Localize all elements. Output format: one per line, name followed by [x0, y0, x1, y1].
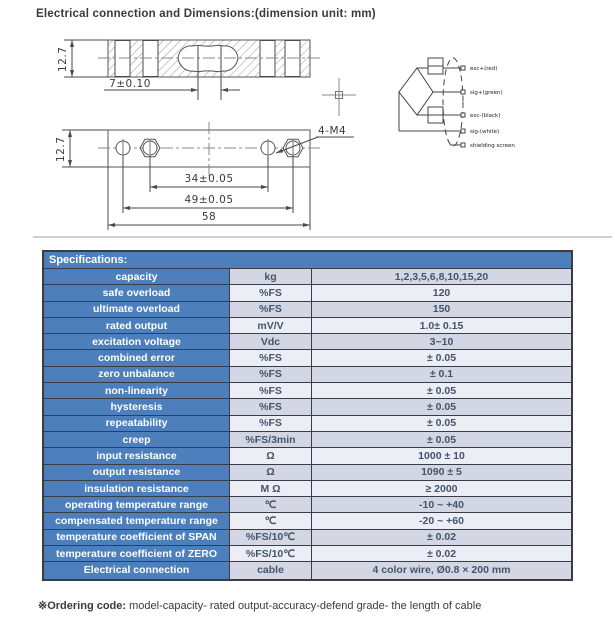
spec-unit: Vdc: [230, 334, 312, 350]
dim-gauge-length: 7±0.10: [109, 78, 151, 90]
ordering-note-prefix: ※Ordering code:: [38, 600, 127, 612]
table-row: [44, 318, 571, 334]
table-row: [44, 399, 571, 415]
table-row: [44, 497, 571, 513]
spec-value: ± 0.05: [312, 416, 571, 432]
table-row: [44, 383, 571, 399]
spec-label: zero unbalance: [44, 367, 230, 383]
ordering-note-text: model-capacity- rated output-accuracy-defend grade- the length of cable: [126, 600, 482, 612]
spec-value: 1000 ± 10: [312, 448, 571, 464]
datum-crosshair-icon: [322, 78, 356, 116]
spec-label: Electrical connection: [44, 562, 230, 578]
spec-label: creep: [44, 432, 230, 448]
table-row: [44, 416, 571, 432]
compensation-resistor: [428, 107, 443, 115]
spec-label: combined error: [44, 350, 230, 366]
spec-unit: %FS: [230, 350, 312, 366]
terminal: [461, 66, 465, 70]
spec-unit: cable: [230, 562, 312, 578]
spec-unit: %FS/10℃: [230, 530, 312, 546]
spec-unit: %FS/10℃: [230, 546, 312, 562]
wire-label-shield: shielding screen: [470, 143, 515, 149]
terminal: [461, 113, 465, 117]
table-row: [44, 448, 571, 464]
spec-unit: %FS: [230, 302, 312, 318]
spec-value: ± 0.05: [312, 350, 571, 366]
spec-label: operating temperature range: [44, 497, 230, 513]
dim-side-thickness: 12.7: [57, 46, 69, 72]
spec-label: input resistance: [44, 448, 230, 464]
table-row: [44, 513, 571, 529]
compensation-resistor: [428, 115, 443, 123]
spec-label: insulation resistance: [44, 481, 230, 497]
spec-label: hysteresis: [44, 399, 230, 415]
table-row: [44, 465, 571, 481]
spec-label: temperature coefficient of ZERO: [44, 546, 230, 562]
spec-table-body: [44, 269, 571, 579]
table-row: [44, 350, 571, 366]
spec-unit: M Ω: [230, 481, 312, 497]
spec-label: excitation voltage: [44, 334, 230, 350]
spec-unit: Ω: [230, 465, 312, 481]
spec-value: -10 ~ +40: [312, 497, 571, 513]
spec-unit: %FS: [230, 285, 312, 301]
wiring-diagram: [399, 58, 515, 149]
table-header: Specifications:: [44, 252, 571, 269]
dim-outer-span: 49±0.05: [184, 194, 234, 206]
spec-value: 1,2,3,5,6,8,10,15,20: [312, 269, 571, 285]
terminal: [461, 143, 465, 147]
wire-label-exc-plus: exc+(red): [470, 66, 498, 72]
spec-unit: kg: [230, 269, 312, 285]
table-row: [44, 334, 571, 350]
spec-label: non-linearity: [44, 383, 230, 399]
table-row: [44, 285, 571, 301]
table-row: [44, 546, 571, 562]
spec-value: ± 0.05: [312, 399, 571, 415]
compensation-resistor: [428, 66, 443, 74]
table-row: [44, 562, 571, 578]
spec-unit: ℃: [230, 513, 312, 529]
spec-value: 1.0± 0.15: [312, 318, 571, 334]
page-title: Electrical connection and Dimensions:(dimension unit: mm): [36, 8, 376, 20]
spec-value: ≥ 2000: [312, 481, 571, 497]
ordering-note: [38, 599, 481, 612]
spec-unit: %FS: [230, 383, 312, 399]
spec-unit: %FS/3min: [230, 432, 312, 448]
spec-label: capacity: [44, 269, 230, 285]
spec-value: 4 color wire, Ø0.8 × 200 mm: [312, 562, 571, 578]
plan-view: [55, 122, 354, 230]
spec-value: ± 0.02: [312, 546, 571, 562]
spec-label: rated output: [44, 318, 230, 334]
spec-label: ultimate overload: [44, 302, 230, 318]
spec-value: ± 0.02: [312, 530, 571, 546]
dim-plan-height: 12.7: [55, 136, 67, 162]
table-row: [44, 530, 571, 546]
wire-label-sig-plus: sig+(green): [470, 90, 503, 96]
table-row: [44, 432, 571, 448]
spec-unit: %FS: [230, 399, 312, 415]
specifications-table: [42, 250, 573, 581]
table-row: [44, 481, 571, 497]
wire-label-sig-minus: sig-(white): [470, 129, 500, 135]
terminal: [461, 129, 465, 133]
spec-unit: %FS: [230, 416, 312, 432]
terminal: [461, 90, 465, 94]
spec-unit: ℃: [230, 497, 312, 513]
side-view: [57, 40, 322, 100]
thread-callout: 4-M4: [318, 125, 347, 137]
technical-drawing: [0, 0, 615, 245]
wire-label-exc-minus: exc-(black): [470, 113, 501, 119]
spec-value: 150: [312, 302, 571, 318]
spec-value: 1090 ± 5: [312, 465, 571, 481]
table-row: [44, 269, 571, 285]
spec-value: ± 0.05: [312, 432, 571, 448]
spec-value: ± 0.1: [312, 367, 571, 383]
spec-label: repeatability: [44, 416, 230, 432]
table-row: [44, 302, 571, 318]
spec-unit: mV/V: [230, 318, 312, 334]
spec-label: compensated temperature range: [44, 513, 230, 529]
cable-shield-ellipse: [443, 58, 463, 146]
compensation-resistor: [428, 58, 443, 66]
spec-value: ± 0.05: [312, 383, 571, 399]
spec-label: safe overload: [44, 285, 230, 301]
spec-label: temperature coefficient of SPAN: [44, 530, 230, 546]
spec-value: -20 ~ +60: [312, 513, 571, 529]
spec-unit: Ω: [230, 448, 312, 464]
spec-label: output resistance: [44, 465, 230, 481]
dim-total-length: 58: [201, 211, 217, 223]
spec-unit: %FS: [230, 367, 312, 383]
spec-value: 120: [312, 285, 571, 301]
dim-inner-span: 34±0.05: [184, 173, 234, 185]
spec-value: 3~10: [312, 334, 571, 350]
table-row: [44, 367, 571, 383]
